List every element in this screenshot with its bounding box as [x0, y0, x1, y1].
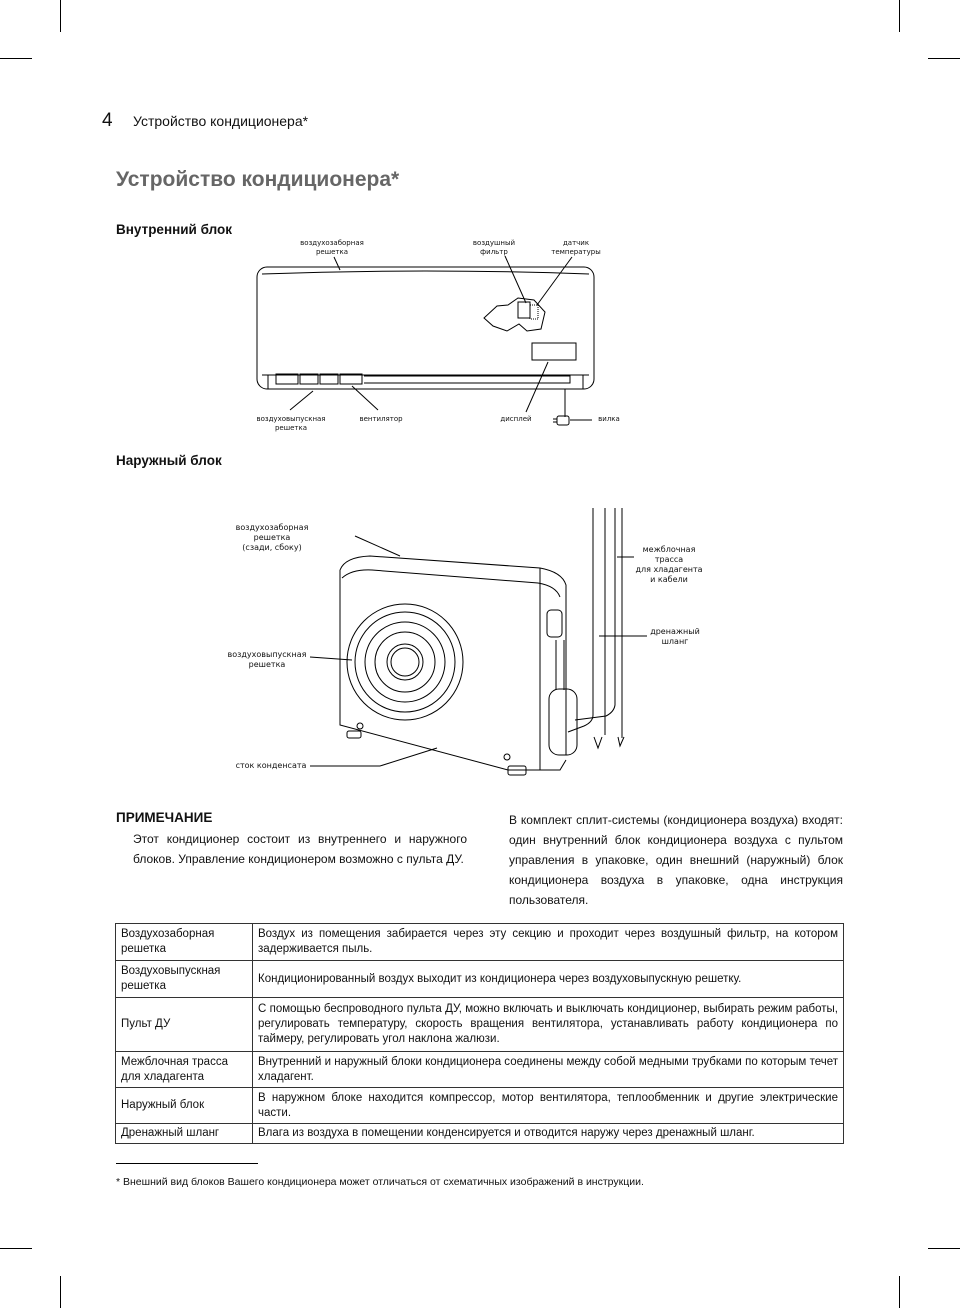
- page-title: Устройство кондиционера*: [116, 168, 400, 191]
- table-row: [116, 998, 844, 1052]
- label-indoor-air-outlet: воздуховыпускная решетка: [256, 415, 326, 432]
- table-term: Дренажный шланг: [116, 1124, 253, 1144]
- table-desc: В наружном блоке находится компрессор, мотор вентилятора, теплообменник и другие электрические части.: [253, 1088, 844, 1124]
- table-term: Пульт ДУ: [116, 998, 253, 1052]
- crop-mark: [0, 1248, 32, 1249]
- table-desc: С помощью беспроводного пульта ДУ, можно включать и выключать кондиционер, выбирать режим работы, регулировать температуру, скорость вращения вентилятора, устанавливать работу кондиционера по таймеру, регулировать угол наклона жалюзи.: [253, 998, 844, 1052]
- table-row: [116, 1088, 844, 1124]
- label-outdoor-air-outlet: воздуховыпускная решетка: [227, 650, 307, 669]
- table-term: Межблочная трасса для хладагента: [116, 1052, 253, 1088]
- label-temp-sensor: датчик температуры: [551, 239, 601, 256]
- table-desc: Воздух из помещения забирается через эту секцию и проходит через воздушный фильтр, на котором задерживается пыль.: [253, 924, 844, 961]
- label-outdoor-air-intake: воздухозаборная решетка (сзади, сбоку): [235, 523, 309, 552]
- label-air-filter: воздушный фильтр: [472, 239, 516, 256]
- table-row: [116, 961, 844, 998]
- table-desc: Влага из воздуха в помещении конденсируется и отводится наружу через дренажный шланг.: [253, 1124, 844, 1144]
- crop-mark: [899, 1276, 900, 1308]
- label-indoor-air-intake: воздухозаборная решетка: [300, 239, 364, 256]
- note-title: ПРИМЕЧАНИЕ: [116, 810, 213, 825]
- label-display: дисплей: [500, 415, 532, 423]
- table-row: [116, 1124, 844, 1144]
- table-term: Воздухозаборная решетка: [116, 924, 253, 961]
- crop-mark: [60, 1276, 61, 1308]
- label-pipes: межблочная трасса для хладагента и кабели: [635, 545, 703, 584]
- kit-contents-text: В комплект сплит-системы (кондиционера воздуха) входят: один внутренний блок кондиционера воздуха с пультом управления в упаковке, один внешний (наружный) блок кондиционера воздуха в упаковке, одна инструкция пользователя.: [509, 813, 843, 907]
- indoor-unit-illustration: [257, 256, 594, 425]
- footnote-rule: [116, 1163, 258, 1164]
- indoor-heading: Внутренний блок: [116, 222, 233, 237]
- table-desc: Кондиционированный воздух выходит из кондиционера через воздуховыпускную решетку.: [253, 961, 844, 998]
- label-drain: дренажный шланг: [650, 627, 700, 646]
- page-number: 4: [102, 110, 113, 131]
- outdoor-heading: Наружный блок: [116, 453, 222, 468]
- table-row: [116, 1052, 844, 1088]
- outdoor-unit-illustration: [310, 508, 647, 775]
- label-condensate: сток конденсата: [235, 761, 307, 770]
- crop-mark: [928, 1248, 960, 1249]
- label-plug: вилка: [598, 415, 620, 423]
- table-row: [116, 924, 844, 961]
- table-desc: Внутренний и наружный блоки кондиционера соединены между собой медными трубками по которым течет хладагент.: [253, 1052, 844, 1088]
- label-fan: вентилятор: [359, 415, 403, 423]
- components-table: [115, 923, 844, 1144]
- note-text: Этот кондиционер состоит из внутреннего и наружного блоков. Управление кондиционером возможно с пульта ДУ.: [133, 832, 467, 866]
- running-header: Устройство кондиционера*: [133, 113, 309, 129]
- table-term: Воздуховыпускная решетка: [116, 961, 253, 998]
- table-term: Наружный блок: [116, 1088, 253, 1124]
- footnote: * Внешний вид блоков Вашего кондиционера может отличаться от схематичных изображений в инструкции.: [116, 1176, 644, 1188]
